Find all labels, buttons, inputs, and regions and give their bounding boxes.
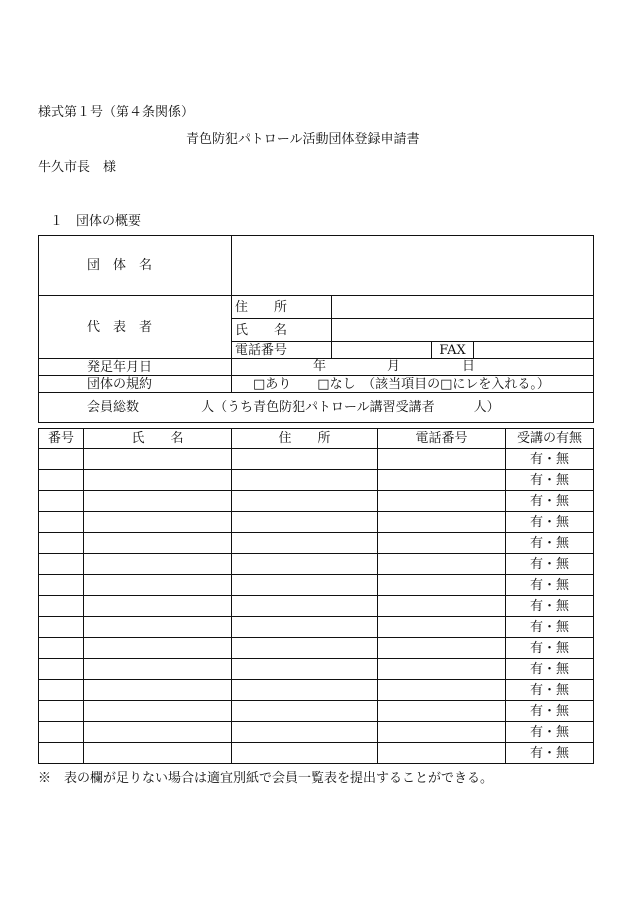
attendance-cell[interactable]: 有・無 (506, 533, 594, 554)
col-header-name: 氏 名 (84, 429, 232, 449)
form-number: 様式第１号（第４条関係） (38, 105, 195, 120)
members-total-label: 会員総数 (87, 400, 140, 415)
member-row (39, 575, 594, 596)
number-cell[interactable] (39, 659, 84, 680)
number-cell[interactable] (39, 449, 84, 470)
attendance-cell[interactable]: 有・無 (506, 617, 594, 638)
phone-cell[interactable] (378, 617, 506, 638)
member-row (39, 533, 594, 554)
member-row (39, 449, 594, 470)
number-cell[interactable] (39, 617, 84, 638)
footnote: ※ 表の欄が足りない場合は適宜別紙で会員一覧表を提出することができる。 (38, 771, 494, 786)
address-cell[interactable] (232, 449, 378, 470)
number-cell[interactable] (39, 533, 84, 554)
number-cell[interactable] (39, 470, 84, 491)
member-row (39, 680, 594, 701)
member-row (39, 743, 594, 764)
number-cell[interactable] (39, 638, 84, 659)
group-name-label: 団 体 名 (39, 236, 232, 296)
member-row (39, 470, 594, 491)
name-cell[interactable] (84, 449, 232, 470)
number-cell[interactable] (39, 554, 84, 575)
name-cell[interactable] (84, 659, 232, 680)
name-cell[interactable] (84, 512, 232, 533)
name-cell[interactable] (84, 617, 232, 638)
phone-cell[interactable] (378, 512, 506, 533)
rules-options[interactable]: □あり □なし （該当項目の□にレを入れる。） (232, 376, 594, 393)
overview-table (38, 235, 594, 423)
member-row (39, 512, 594, 533)
phone-cell[interactable] (378, 554, 506, 575)
attendance-cell[interactable]: 有・無 (506, 449, 594, 470)
col-header-address: 住 所 (232, 429, 378, 449)
phone-cell[interactable] (378, 722, 506, 743)
name-field[interactable] (332, 319, 594, 342)
attendance-cell[interactable]: 有・無 (506, 638, 594, 659)
fax-label: FAX (432, 342, 474, 359)
address-cell[interactable] (232, 554, 378, 575)
member-row (39, 596, 594, 617)
phone-cell[interactable] (378, 701, 506, 722)
member-row (39, 659, 594, 680)
group-name-field[interactable] (232, 236, 594, 296)
phone-cell[interactable] (378, 491, 506, 512)
address-cell[interactable] (232, 680, 378, 701)
phone-cell[interactable] (378, 575, 506, 596)
col-header-number: 番号 (39, 429, 84, 449)
member-list-header (39, 429, 594, 449)
name-label: 氏 名 (232, 319, 332, 342)
address-cell[interactable] (232, 575, 378, 596)
members-total-text: 人（うち青色防犯パトロール講習受講者 人） (201, 400, 500, 415)
attendance-cell[interactable]: 有・無 (506, 701, 594, 722)
address-label: 住 所 (232, 296, 332, 319)
member-row (39, 722, 594, 743)
attendance-cell[interactable]: 有・無 (506, 743, 594, 764)
phone-label: 電話番号 (232, 342, 332, 359)
attendance-cell[interactable]: 有・無 (506, 722, 594, 743)
founded-date-field[interactable] (232, 359, 594, 376)
attendance-cell[interactable]: 有・無 (506, 596, 594, 617)
name-cell[interactable] (84, 554, 232, 575)
address-cell[interactable] (232, 617, 378, 638)
phone-cell[interactable] (378, 659, 506, 680)
address-cell[interactable] (232, 596, 378, 617)
phone-cell[interactable] (378, 533, 506, 554)
phone-cell[interactable] (378, 449, 506, 470)
member-row (39, 491, 594, 512)
phone-cell[interactable] (378, 638, 506, 659)
member-list-table (38, 428, 594, 764)
number-cell[interactable] (39, 680, 84, 701)
name-cell[interactable] (84, 638, 232, 659)
date-year: 年 (313, 359, 327, 374)
address-cell[interactable] (232, 701, 378, 722)
address-cell[interactable] (232, 512, 378, 533)
attendance-cell[interactable]: 有・無 (506, 470, 594, 491)
name-cell[interactable] (84, 575, 232, 596)
founded-date-label: 発足年月日 (39, 359, 232, 376)
number-cell[interactable] (39, 491, 84, 512)
attendance-cell[interactable]: 有・無 (506, 491, 594, 512)
section-1-heading: １ 団体の概要 (50, 214, 142, 229)
col-header-phone: 電話番号 (378, 429, 506, 449)
page-title: 青色防犯パトロール活動団体登録申請書 (186, 132, 420, 147)
representative-label: 代 表 者 (39, 296, 232, 359)
member-row (39, 701, 594, 722)
name-cell[interactable] (84, 680, 232, 701)
number-cell[interactable] (39, 512, 84, 533)
attendance-cell[interactable]: 有・無 (506, 554, 594, 575)
attendance-cell[interactable]: 有・無 (506, 575, 594, 596)
member-row (39, 617, 594, 638)
number-cell[interactable] (39, 575, 84, 596)
member-row (39, 554, 594, 575)
name-cell[interactable] (84, 491, 232, 512)
name-cell[interactable] (84, 701, 232, 722)
name-cell[interactable] (84, 743, 232, 764)
name-cell[interactable] (84, 596, 232, 617)
number-cell[interactable] (39, 722, 84, 743)
member-row (39, 638, 594, 659)
phone-cell[interactable] (378, 470, 506, 491)
address-cell[interactable] (232, 743, 378, 764)
number-cell[interactable] (39, 701, 84, 722)
date-month: 月 (387, 359, 401, 374)
address-cell[interactable] (232, 659, 378, 680)
address-cell[interactable] (232, 470, 378, 491)
phone-cell[interactable] (378, 743, 506, 764)
attendance-cell[interactable]: 有・無 (506, 680, 594, 701)
address-cell[interactable] (232, 491, 378, 512)
attendance-cell[interactable]: 有・無 (506, 512, 594, 533)
addressee: 牛久市長 様 (38, 160, 117, 175)
address-field[interactable] (332, 296, 594, 319)
address-cell[interactable] (232, 722, 378, 743)
name-cell[interactable] (84, 470, 232, 491)
address-cell[interactable] (232, 533, 378, 554)
number-cell[interactable] (39, 596, 84, 617)
phone-cell[interactable] (378, 596, 506, 617)
phone-field[interactable] (332, 342, 432, 359)
rules-label: 団体の規約 (39, 376, 232, 393)
fax-field[interactable] (474, 342, 594, 359)
name-cell[interactable] (84, 722, 232, 743)
col-header-attendance: 受講の有無 (506, 429, 594, 449)
number-cell[interactable] (39, 743, 84, 764)
address-cell[interactable] (232, 638, 378, 659)
attendance-cell[interactable]: 有・無 (506, 659, 594, 680)
phone-cell[interactable] (378, 680, 506, 701)
members-total-row[interactable] (39, 393, 594, 423)
date-day: 日 (462, 359, 476, 374)
name-cell[interactable] (84, 533, 232, 554)
